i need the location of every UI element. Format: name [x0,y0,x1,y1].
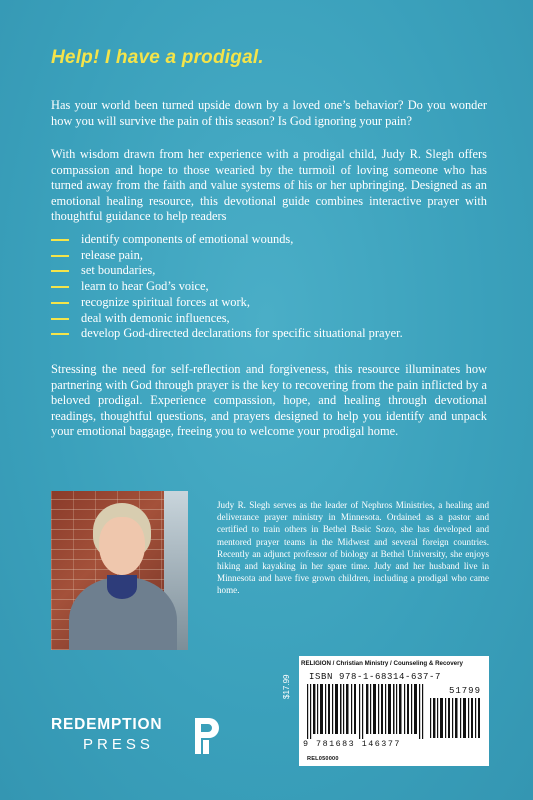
list-item: develop God-directed declarations for specific situational prayer. [51,326,491,342]
publisher-logo [51,716,223,758]
intro-paragraph: Has your world been turned upside down by a loved one’s behavior? Do you wonder how you will survive the pain of this season? Is God ignoring your pain? [51,98,487,128]
author-photo [51,491,188,650]
benefits-list [51,232,491,342]
dash-icon [51,286,69,288]
list-item: deal with demonic influences, [51,311,491,327]
author-face [99,517,145,575]
redemption-press-p-icon [193,716,221,756]
ean-barcode-icon [305,684,425,739]
price-code: 51799 [448,686,481,696]
author-collar [107,575,137,599]
list-item: identify components of emotional wounds, [51,232,491,248]
publisher-name-line2: PRESS [83,736,154,753]
dash-icon [51,318,69,320]
price-label: $17.99 [282,674,291,699]
dash-icon [51,239,69,241]
subject-code: REL050000 [307,756,339,762]
price-addon-barcode-icon [429,698,481,738]
author-bio: Judy R. Slegh serves as the leader of Nephros Ministries, a healing and deliverance prayer ministry in Minnesota. Ordained as a pastor and certified to train others in Bethel Basic Sozo, she has developed and mentored prayer teams in the Midwest and several foreign countries. Recently an adjunct professor of biology at Bethel University, she enjoys hiking and kayaking in her spare time. Judy and her husband live in Minnesota and have five grown children, including a prodigal who came home. [217,500,489,596]
list-item: learn to hear God’s voice, [51,279,491,295]
ean-number: 9 781683 146377 [303,739,401,749]
about-paragraph: With wisdom drawn from her experience with a prodigal child, Judy R. Slegh offers compassion and hope to those wearied by the turmoil of loving someone who has turned away from the faith and value systems of his or her upbringing. Designed as an emotional healing resource, this devotional guide combines interactive prayer with thoughtful guidance to help readers [51,147,487,224]
list-item: recognize spiritual forces at work, [51,295,491,311]
closing-paragraph: Stressing the need for self-reflection and forgiveness, this resource illuminates how partnering with God through prayer is the key to recovering from the pain inflicted by a beloved prodigal. Experience compassion, hope, and healing through devotional readings, thoughtful questions, and prayers designed to help you identify and unpack your emotional baggage, freeing you to welcome your prodigal home. [51,362,487,439]
list-item: release pain, [51,248,491,264]
dash-icon [51,302,69,304]
dash-icon [51,255,69,257]
isbn-text: ISBN 978-1-68314-637-7 [309,672,442,682]
headline: Help! I have a prodigal. [51,47,264,68]
dash-icon [51,333,69,335]
barcode-panel [299,656,489,766]
price-container [280,663,294,703]
publisher-name-line1: REDEMPTION [51,716,163,733]
dash-icon [51,270,69,272]
bisac-category: RELIGION / Christian Ministry / Counseling & Recovery [301,660,463,667]
list-item: set boundaries, [51,263,491,279]
